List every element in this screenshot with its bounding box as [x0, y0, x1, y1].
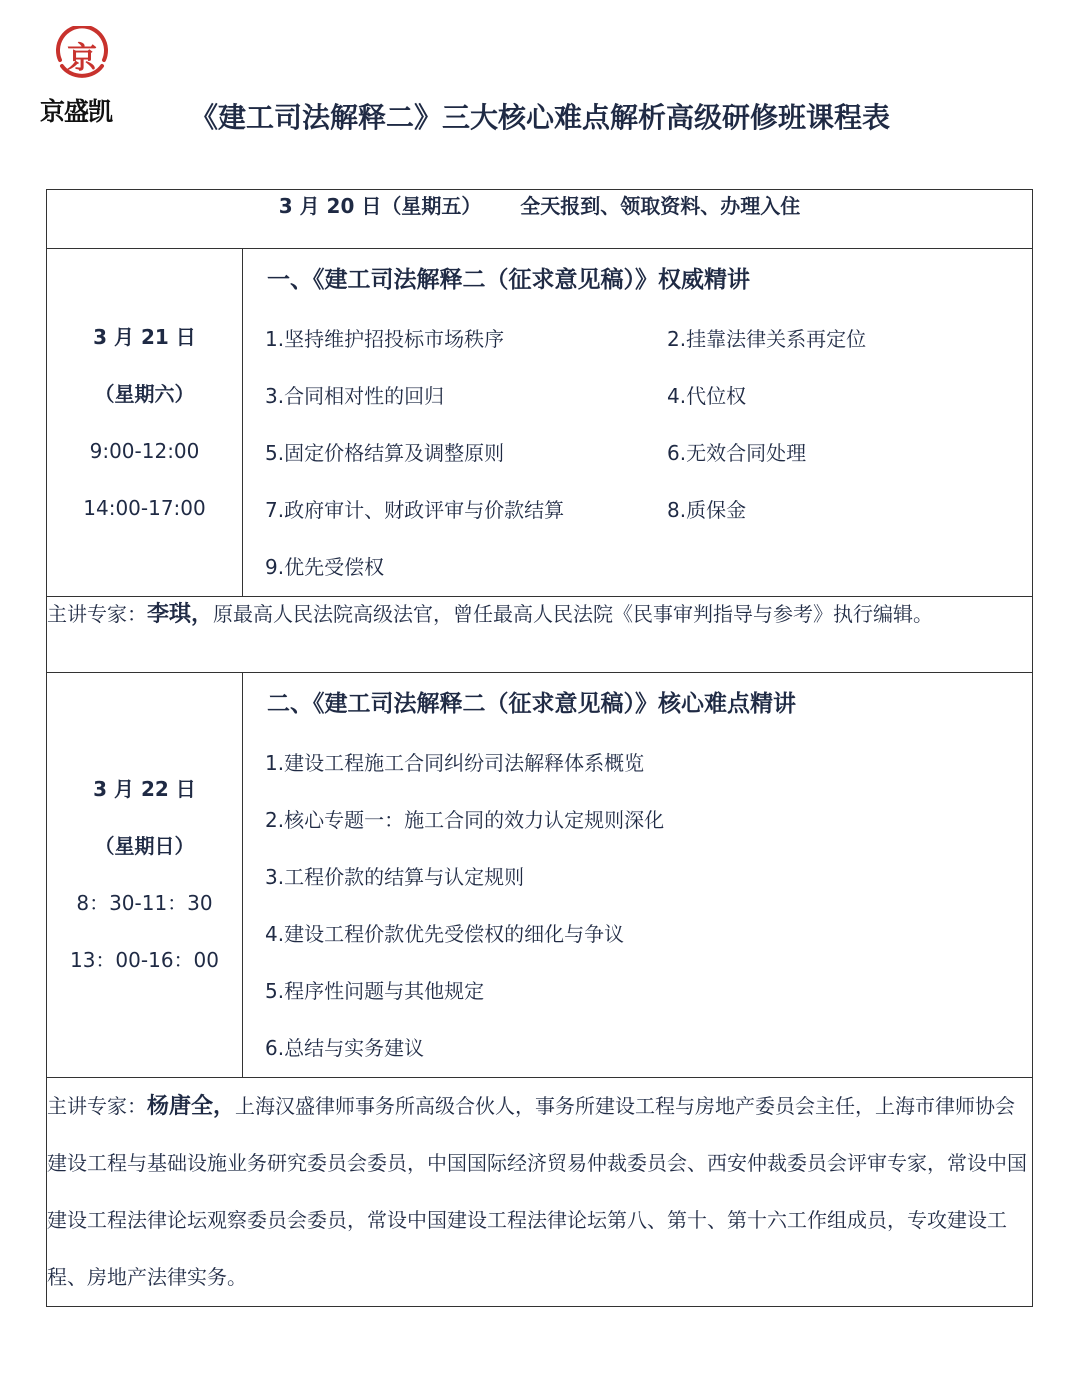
list-item: 3.合同相对性的回归	[265, 384, 445, 408]
day2-date: 3 月 22 日	[93, 777, 196, 801]
company-logo	[40, 26, 130, 126]
expert-description: 上海汉盛律师事务所高级合伙人，事务所建设工程与房地产委员会主任，上海市律师协会建设工程与基础设施业务研究委员会委员，中国国际经济贸易仲裁委员会、西安仲裁委员会评审专家，常设中国建设工程法律论坛观察委员会委员，常设中国建设工程法律论坛第八、第十、第十六工作组成员，专攻建设工程、房地产法律实务。	[47, 1094, 1027, 1289]
list-item: 8.质保金	[667, 498, 747, 522]
list-item: 3.工程价款的结算与认定规则	[265, 865, 525, 889]
day1-date: 3 月 21 日	[93, 324, 196, 349]
logo-seal-icon	[50, 26, 114, 86]
day1-expert-row	[47, 597, 1033, 673]
day2-weekday: （星期日）	[94, 834, 195, 858]
day2-date-cell	[47, 673, 243, 1078]
list-item: 2.核心专题一：施工合同的效力认定规则深化	[265, 808, 665, 832]
registration-row	[47, 190, 1033, 249]
list-item: 2.挂靠法律关系再定位	[667, 327, 867, 351]
day1-content-cell	[243, 249, 1033, 597]
list-item: 6.总结与实务建议	[265, 1036, 425, 1060]
list-item: 9.优先受偿权	[265, 555, 385, 579]
day1-time-pm: 14:00-17:00	[83, 495, 206, 520]
expert-name: 李琪，	[147, 602, 214, 627]
expert-label: 主讲专家：	[47, 1094, 147, 1118]
logo-name: 京盛凯	[40, 97, 113, 126]
list-item: 5.固定价格结算及调整原则	[265, 441, 505, 465]
list-item: 4.代位权	[667, 384, 747, 408]
logo-mark-text: 京	[67, 41, 97, 76]
expert-label: 主讲专家：	[47, 602, 147, 626]
day2-time-am: 8：30-11：30	[76, 891, 213, 915]
day1-weekday: （星期六）	[94, 381, 195, 406]
day1-time-am: 9:00-12:00	[89, 438, 200, 463]
registration-activity: 全天报到、领取资料、办理入住	[520, 194, 801, 218]
registration-date: 3 月 20 日（星期五）	[278, 194, 482, 218]
day2-time-pm: 13：00-16：00	[69, 948, 219, 972]
day1-date-cell	[47, 249, 243, 597]
day2-topic-list	[243, 735, 1032, 1077]
day2-content-cell	[243, 673, 1033, 1078]
expert-name: 杨唐全，	[147, 1094, 236, 1119]
day2-row	[47, 673, 1033, 1078]
list-item: 1.坚持维护招投标市场秩序	[265, 327, 505, 351]
list-item: 5.程序性问题与其他规定	[265, 979, 485, 1003]
list-item: 1.建设工程施工合同纠纷司法解释体系概览	[265, 751, 645, 775]
list-item: 7.政府审计、财政评审与价款结算	[265, 498, 565, 522]
day2-expert-row	[47, 1078, 1033, 1307]
day1-session-title: 一、《建工司法解释二（征求意见稿）》权威精讲	[267, 267, 750, 293]
schedule-table	[46, 189, 1033, 1307]
day2-session-title: 二、《建工司法解释二（征求意见稿）》核心难点精讲	[267, 691, 796, 717]
list-item: 6.无效合同处理	[667, 441, 807, 465]
list-item: 4.建设工程价款优先受偿权的细化与争议	[265, 922, 625, 946]
page-title: 《建工司法解释二》三大核心难点解析高级研修班课程表	[189, 101, 890, 134]
day1-row	[47, 249, 1033, 597]
day1-topic-list	[243, 311, 1032, 596]
expert-description: 原最高人民法院高级法官，曾任最高人民法院《民事审判指导与参考》执行编辑。	[213, 602, 934, 626]
